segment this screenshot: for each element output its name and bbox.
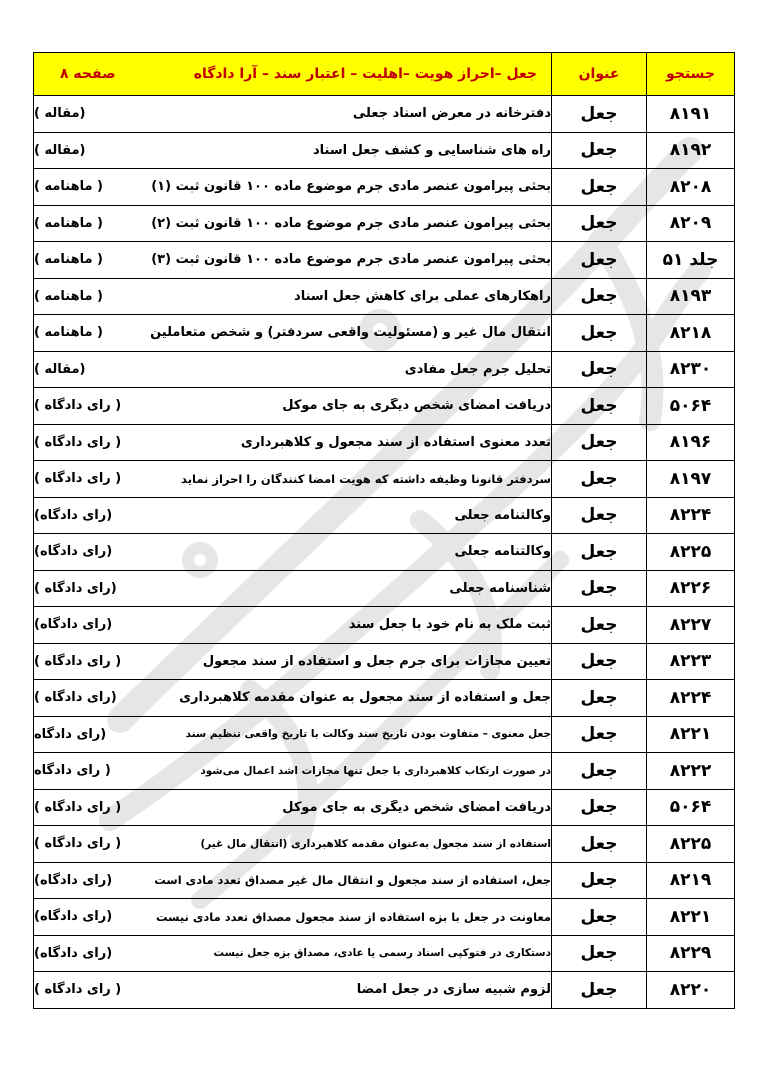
row-source: (رای دادگاه) (34, 544, 113, 560)
row-title: بحثی پیرامون عنصر مادی جرم موضوع ماده ۱۰۰ قانون ثبت (۱) (151, 179, 551, 195)
header-subject: عنوان (552, 53, 647, 96)
row-title: شناسنامه جعلی (449, 580, 551, 596)
row-number: ۸۲۳۰ (647, 351, 735, 388)
row-number: ۸۱۹۷ (647, 461, 735, 498)
row-number: ۸۲۲۲ (647, 753, 735, 790)
row-main (34, 351, 552, 388)
row-source: (مقاله ) (34, 361, 86, 377)
row-source: ( ماهنامه ) (34, 215, 103, 231)
row-number: ۸۲۰۹ (647, 205, 735, 242)
row-source: (رای دادگاه) (34, 945, 113, 961)
row-title: جعل معنوی – متفاوت بودن تاریخ سند وکالت با تاریخ واقعی تنظیم سند (185, 728, 551, 741)
row-subject: جعل (552, 96, 647, 133)
row-source: ( رای دادگاه ) (34, 653, 122, 669)
row-title: بحثی پیرامون عنصر مادی جرم موضوع ماده ۱۰۰ قانون ثبت (۲) (151, 215, 551, 231)
row-main (34, 278, 552, 315)
row-main (34, 972, 552, 1009)
table-row (34, 205, 735, 242)
row-number: ۸۲۲۴ (647, 497, 735, 534)
table-row (34, 789, 735, 826)
row-number: ۸۲۲۴ (647, 680, 735, 717)
table-row (34, 96, 735, 133)
row-source: ( رای دادگاه ) (34, 982, 122, 998)
row-main (34, 753, 552, 790)
row-title: جعل و استفاده از سند مجعول به عنوان مقدمه کلاهبرداری (179, 690, 551, 706)
row-main (34, 96, 552, 133)
table-row (34, 862, 735, 899)
row-subject: جعل (552, 242, 647, 279)
row-title: دستکاری در فتوکپی اسناد رسمی یا عادی، مصداق بزه جعل نیست (213, 947, 551, 960)
row-main (34, 424, 552, 461)
row-number: ۸۱۹۱ (647, 96, 735, 133)
row-subject: جعل (552, 497, 647, 534)
row-number: ۸۲۲۵ (647, 534, 735, 571)
index-table (33, 52, 735, 1009)
row-number: ۸۲۲۱ (647, 899, 735, 936)
row-source: ( ماهنامه ) (34, 179, 103, 195)
row-main (34, 570, 552, 607)
row-title: جعل، استفاده از سند مجعول و انتقال مال غیر مصداق تعدد مادی است (154, 873, 551, 888)
row-source: ( رای دادگاه ) (34, 836, 122, 852)
row-main (34, 680, 552, 717)
row-subject: جعل (552, 899, 647, 936)
row-main (34, 899, 552, 936)
row-subject: جعل (552, 205, 647, 242)
row-main (34, 643, 552, 680)
row-source: (رای دادگاه (34, 726, 107, 742)
row-source: (رای دادگاه) (34, 872, 113, 888)
row-title: سردفتر قانونا وظیفه داشته که هویت امضا کنندگان را احراز نماید (181, 471, 551, 486)
row-subject: جعل (552, 169, 647, 206)
table-row (34, 315, 735, 352)
row-number: جلد ۵۱ (647, 242, 735, 279)
table-row (34, 497, 735, 534)
table-row (34, 935, 735, 972)
row-subject: جعل (552, 607, 647, 644)
row-number: ۸۲۱۹ (647, 862, 735, 899)
table-row (34, 716, 735, 753)
row-title: دریافت امضای شخص دیگری به جای موکل (282, 799, 551, 815)
header-row (34, 53, 735, 96)
row-source: (رای دادگاه ) (34, 690, 117, 706)
row-number: ۸۱۹۳ (647, 278, 735, 315)
header-page: صفحه ۸ (60, 66, 116, 82)
table-row (34, 132, 735, 169)
row-title: در صورت ارتکاب کلاهبرداری با جعل تنها مجازات اشد اعمال می‌شود (200, 764, 551, 777)
row-subject: جعل (552, 534, 647, 571)
header-search: جستجو (647, 53, 735, 96)
row-subject: جعل (552, 315, 647, 352)
table-row (34, 680, 735, 717)
row-number: ۸۲۲۰ (647, 972, 735, 1009)
table-row (34, 461, 735, 498)
row-title: راه های شناسایی و کشف جعل اسناد (312, 142, 551, 158)
table-row (34, 607, 735, 644)
row-title: استفاده از سند مجعول به‌عنوان مقدمه کلاهبرداری (انتقال مال غیر) (200, 837, 551, 850)
row-number: ۸۲۲۳ (647, 643, 735, 680)
row-title: راهکارهای عملی برای کاهش جعل اسناد (294, 288, 551, 304)
row-subject: جعل (552, 716, 647, 753)
row-number: ۸۱۹۶ (647, 424, 735, 461)
header-title-cell (34, 53, 552, 96)
row-source: (رای دادگاه) (34, 617, 113, 633)
row-title: ثبت ملک به نام خود با جعل سند (348, 617, 551, 633)
row-subject: جعل (552, 826, 647, 863)
row-title: تحلیل جرم جعل مفادی (404, 361, 551, 377)
row-source: ( رای دادگاه ) (34, 398, 122, 414)
row-source: ( رای دادگاه ) (34, 434, 122, 450)
row-title: وکالتنامه جعلی (454, 544, 551, 560)
row-source: ( رای دادگاه ) (34, 471, 122, 487)
row-source: ( رای دادگاه ) (34, 799, 122, 815)
row-title: انتقال مال غیر و (مسئولیت واقعی سردفتر) و شخص متعاملین (150, 325, 551, 341)
row-subject: جعل (552, 753, 647, 790)
row-main (34, 935, 552, 972)
row-main (34, 789, 552, 826)
row-source: (مقاله ) (34, 142, 86, 158)
row-main (34, 242, 552, 279)
table-row (34, 242, 735, 279)
row-main (34, 205, 552, 242)
row-subject: جعل (552, 424, 647, 461)
table-row (34, 899, 735, 936)
row-number: ۸۲۲۹ (647, 935, 735, 972)
row-subject: جعل (552, 388, 647, 425)
row-title: معاونت در جعل با بزه استفاده از سند مجعول مصداق تعدد مادی نیست (155, 909, 551, 924)
row-main (34, 132, 552, 169)
row-subject: جعل (552, 680, 647, 717)
table-row (34, 643, 735, 680)
row-main (34, 534, 552, 571)
row-main (34, 826, 552, 863)
row-source: ( رای دادگاه (34, 763, 111, 779)
row-number: ۸۲۲۱ (647, 716, 735, 753)
row-title: لزوم شبیه سازی در جعل امضا (356, 982, 551, 998)
row-number: ۸۲۱۸ (647, 315, 735, 352)
table-row (34, 278, 735, 315)
table-row (34, 388, 735, 425)
row-number: ۸۲۲۵ (647, 826, 735, 863)
row-number: ۸۱۹۲ (647, 132, 735, 169)
row-subject: جعل (552, 789, 647, 826)
row-number: ۸۲۲۶ (647, 570, 735, 607)
table-row (34, 351, 735, 388)
table-row (34, 826, 735, 863)
row-subject: جعل (552, 278, 647, 315)
row-source: (رای دادگاه) (34, 507, 113, 523)
row-main (34, 716, 552, 753)
row-title: وکالتنامه جعلی (454, 507, 551, 523)
row-subject: جعل (552, 461, 647, 498)
row-source: (رای دادگاه ) (34, 580, 117, 596)
row-source: ( ماهنامه ) (34, 288, 103, 304)
row-subject: جعل (552, 935, 647, 972)
row-main (34, 607, 552, 644)
row-title: بحثی پیرامون عنصر مادی جرم موضوع ماده ۱۰۰ قانون ثبت (۳) (151, 252, 551, 268)
row-source: (مقاله ) (34, 106, 86, 122)
row-source: ( ماهنامه ) (34, 325, 103, 341)
row-subject: جعل (552, 351, 647, 388)
table-row (34, 534, 735, 571)
row-main (34, 169, 552, 206)
row-title: دریافت امضای شخص دیگری به جای موکل (282, 398, 551, 414)
table-row (34, 424, 735, 461)
row-main (34, 388, 552, 425)
row-number: ۸۲۰۸ (647, 169, 735, 206)
row-subject: جعل (552, 132, 647, 169)
row-source: (رای دادگاه) (34, 909, 113, 925)
row-source: ( ماهنامه ) (34, 252, 103, 268)
row-title: تعیین مجازات برای جرم جعل و استفاده از سند مجعول (202, 653, 551, 669)
table-row (34, 570, 735, 607)
row-subject: جعل (552, 862, 647, 899)
row-subject: جعل (552, 972, 647, 1009)
row-title: دفترخانه در معرض اسناد جعلی (352, 106, 551, 122)
row-subject: جعل (552, 570, 647, 607)
row-subject: جعل (552, 643, 647, 680)
row-number: ۵۰۶۴ (647, 388, 735, 425)
row-title: تعدد معنوی استفاده از سند مجعول و کلاهبرداری (240, 434, 551, 450)
row-main (34, 497, 552, 534)
table-row (34, 753, 735, 790)
row-number: ۵۰۶۴ (647, 789, 735, 826)
table-row (34, 972, 735, 1009)
row-main (34, 461, 552, 498)
table-row (34, 169, 735, 206)
row-main (34, 862, 552, 899)
row-main (34, 315, 552, 352)
header-title: جعل –احراز هویت –اهلیت – اعتبار سند – آرا دادگاه (193, 66, 537, 82)
row-number: ۸۲۲۷ (647, 607, 735, 644)
